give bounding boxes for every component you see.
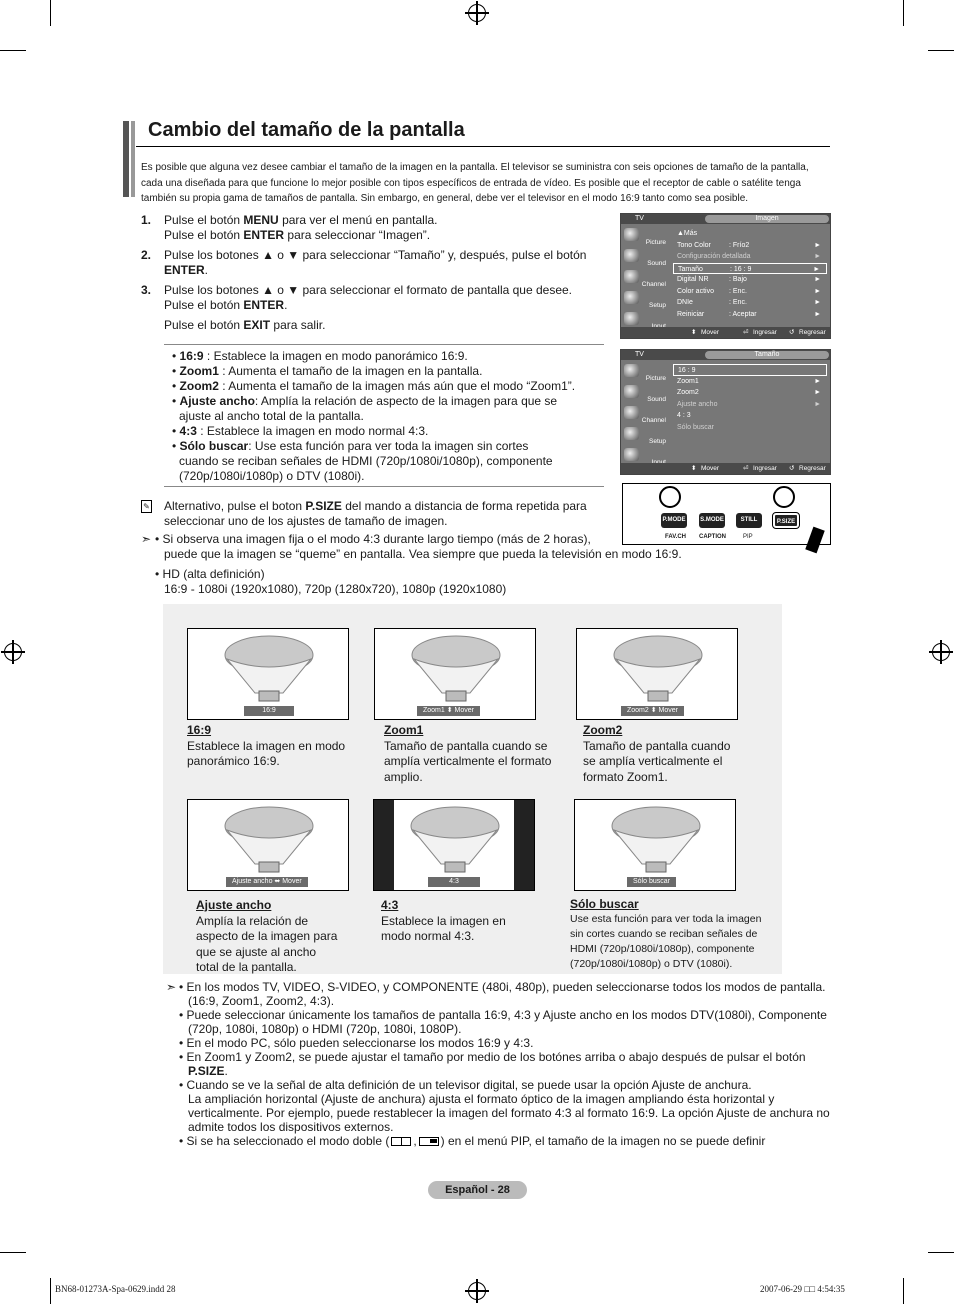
osd-side-setup[interactable]: Setup [621,289,668,310]
round-button-icon [773,486,795,508]
screen-ajuste-ancho: Ajuste ancho ⬌ Mover [187,799,349,891]
osd-row[interactable]: Configuración detallada ► [677,253,821,260]
crop-mark [50,0,51,26]
enter-icon: ⏎ [743,465,749,472]
osd-row[interactable]: Zoom2 ► [677,389,821,396]
page-title: Cambio del tamaño de la pantalla [148,119,465,141]
balloon-icon [610,806,702,878]
return-icon: ↺ [789,465,795,472]
osd-row[interactable]: Reiniciar : Aceptar ► [677,310,821,318]
balloon-icon [409,806,501,878]
osd-side-picture[interactable]: Picture [621,362,668,383]
pip-split-icon [391,1137,411,1146]
osd-side-sound[interactable]: Sound [621,247,668,268]
osd-side-picture[interactable]: Picture [621,226,668,247]
option-4-3: • 4:3 : Establece la imagen en modo normal 4:3. [172,424,429,438]
osd-row[interactable]: Digital NR : Bajo ► [677,276,821,283]
osd-row[interactable]: Color activo : Enc. ► [677,287,821,295]
balloon-icon [223,806,315,878]
osd-size-menu: TV Tamaño Picture Sound Channel Setup 16 : 9 Zoom1 ► Zoom2 ► Ajuste ancho ► 4 : 3 Sólo buscar ⬍ Mover ⏎ Ingresar ↺ Regresar [620,349,831,475]
bottom-notes: • En los modos TV, VIDEO, S-VIDEO, y COMPONENTE (480i, 480p), pueden seleccionarse todos los modos de pantalla. (16:9, Zoom1, Zoom2, 4:3). • Puede seleccionar únicamente los tamaños de pantalla 16:9, 4:3 y Ajuste ancho en los modos DTV(1080i), Componente (720p, 1080i, 1080p) o HDMI (720p, 1080i, 1080P). • En el modo PC, sólo pueden seleccionarse los modos 16:9 y 4:3. • En Zoom1 y Zoom2, se puede ajustar el tamaño por medio de los botónes arriba o abajo después de pulsar el botón P.SIZE. • Cuando se ve la señal de alta definición de un televisor digital, se puede usar la opción Ajuste de anchura. La ampliación horizontal (Ajuste de anchura) ajusta el formato óptico de la imagen ampliando ésta horizontal y verticalmente. Por ejemplo, puede restablecer la imagen del formato 4:3 al formato 16:9. La opción Ajuste de anchura no admite todos los dispositivos externos. • Si se ha seleccionado el modo doble ( , ) en el menú PIP, el tamaño de la imagen no se puede definir [179,980,830,1148]
move-icon: ⬍ [691,465,697,472]
caption-zoom1: Zoom1 Tamaño de pantalla cuando se amplía verticalmente el formato amplio. [384,723,552,784]
crop-mark [903,0,904,26]
sound-icon [624,385,639,398]
crop-mark [0,1252,26,1253]
crop-mark [928,1252,954,1253]
still-button[interactable]: STILL [736,513,762,528]
title-accent [123,121,129,197]
pmode-button[interactable]: P.MODE [661,513,687,528]
hd-note: • HD (alta definición) 16:9 - 1080i (1920x1080), 720p (1280x720), 1080p (1920x1080) [155,567,507,596]
osd-row[interactable]: Tono Color : Frío2 ► [677,241,821,249]
crop-mark [903,1278,904,1304]
setup-icon [624,291,639,304]
step-2: 2. Pulse los botones ▲ o ▼ para seleccionar “Tamaño” y, después, pulse el botón ENTER. [141,248,587,277]
return-icon: ↺ [789,329,795,336]
option-ajuste-ancho: • Ajuste ancho: Amplía la relación de aspecto de la imagen para que se ajuste al ancho total de la pantalla. [172,394,558,423]
screen-solo-buscar: Sólo buscar [574,799,736,891]
title-accent [131,121,135,197]
osd-row[interactable]: Ajuste ancho ► [677,400,821,408]
registration-mark-icon [468,1282,486,1300]
arrow-note-icon: ➣ [166,980,177,994]
option-zoom2: • Zoom2 : Aumenta el tamaño de la imagen más aún que el modo “Zoom1”. [172,379,576,393]
crop-mark [0,50,26,51]
burn-in-note: • Si observa una imagen fija o el modo 4:3 durante largo tiempo (más de 2 horas), puede que la imagen se “queme” en pantalla. Vea siempre que pueda la televisión en modo 16:9. [155,532,682,561]
osd-row[interactable]: ▲Más [677,230,698,237]
screen-16-9: 16:9 [187,628,349,720]
note-icon: ✎ [141,500,152,513]
caption-solo-buscar: Sólo buscar Use esta función para ver toda la imagen sin cortes cuando se reciban señales de HDMI (720p/1080i/1080p), componente (720p/1080i/1080p) o DTV (1080i). [570,897,762,970]
osd-side-channel[interactable]: Channel [621,268,668,289]
osd-side-channel[interactable]: Channel [621,404,668,425]
balloon-icon [410,635,502,707]
balloon-icon [223,635,315,707]
option-16-9: • 16:9 : Establece la imagen en modo panorámico 16:9. [172,349,468,363]
registration-mark-icon [4,643,22,661]
osd-row-selected[interactable]: Tamaño : 16 : 9 ► [673,263,827,275]
caption-zoom2: Zoom2 Tamaño de pantalla cuando se amplía verticalmente el formato Zoom1. [583,723,731,784]
return-button-icon [659,486,681,508]
channel-icon [624,270,639,283]
psize-note: Alternativo, pulse el boton P.SIZE del mando a distancia de forma repetida para seleccionar uno de los ajustes de tamaño de imagen. [164,499,587,528]
crop-mark [928,50,954,51]
caption-4-3: 4:3 Establece la imagen en modo normal 4:3. [381,898,506,943]
exit-instruction: Pulse el botón EXIT para salir. [164,318,326,332]
page-number: Español - 28 [428,1181,527,1199]
smode-button[interactable]: S.MODE [699,513,725,528]
option-solo-buscar: • Sólo buscar: Use esta función para ver toda la imagen sin cortes cuando se reciban señales de HDMI (720p/1080i/1080p), componente (720p/1080i/1080p) o DTV (1080i). [172,439,553,483]
channel-icon [624,406,639,419]
registration-mark-icon [932,643,950,661]
crop-mark [50,1278,51,1304]
input-icon [624,312,639,325]
caption-ajuste-ancho: Ajuste ancho Amplía la relación de aspecto de la imagen para que se ajuste al ancho total de la pantalla. [196,898,338,974]
osd-row[interactable]: Sólo buscar [677,423,714,431]
footer-file: BN68-01273A-Spa-0629.indd 28 [55,1284,176,1294]
osd-row[interactable]: 4 : 3 [677,412,691,419]
step-3: 3. Pulse los botones ▲ o ▼ para seleccionar el formato de pantalla que desee. Pulse el botón ENTER. [141,283,572,312]
registration-mark-icon [468,4,486,22]
intro-paragraph: Es posible que alguna vez desee cambiar el tamaño de la imagen en la pantalla. El televisor se suministra con seis opciones de tamaño de la pantalla, cada una diseñada para que funcione lo mejor posible con tipos específicos de entrada de vídeo. Es posible que el receptor de cable o satélite tenga también su propia gama de tamaños de pantalla. Sin embargo, en general, debe ver el televisor en el modo 16:9 tanto como sea posible. [141,162,809,204]
setup-icon [624,427,639,440]
footer-timestamp: 2007-06-29 □□ 4:54:35 [760,1284,845,1294]
size-options-list [164,344,604,487]
pip-inset-icon [419,1137,439,1146]
sound-icon [624,249,639,262]
option-zoom1: • Zoom1 : Aumenta el tamaño de la imagen en la pantalla. [172,364,483,378]
title-rule [136,146,830,147]
picture-icon [624,228,639,241]
move-icon: ⬍ [691,329,697,336]
step-1: 1. Pulse el botón MENU para ver el menú en pantalla. Pulse el botón ENTER para seleccionar “Imagen”. [141,213,438,242]
screen-zoom2: Zoom2 ⬍ Mover [576,628,738,720]
osd-tab-tamano: Tamaño [705,351,829,359]
osd-picture-menu: TV Imagen Picture Sound Channel Setup ▲Más Tono Color : Frío2 ► Configuración detallada ► Tamaño : 16 : 9 ► Digital NR : Bajo ► Color activo : Enc. ► DNIe : Enc. ► Reiniciar : Aceptar ► ⬍ Mover ⏎ Ingresar ↺ Regresar [620,213,831,339]
balloon-icon [612,635,704,707]
osd-side-setup[interactable]: Setup [621,425,668,446]
osd-row-selected[interactable]: 16 : 9 [673,364,827,376]
remote-illustration: P.MODE S.MODE STILL P.SIZE FAV.CH CAPTION PIP [622,483,831,545]
input-icon [624,448,639,461]
psize-button[interactable]: P.SIZE [773,513,799,528]
enter-icon: ⏎ [743,329,749,336]
caption-16-9: 16:9 Establece la imagen en modo panorámico 16:9. [187,723,346,768]
picture-icon [624,364,639,377]
pointer-hand-icon [805,527,824,554]
screen-4-3: 4:3 [373,799,535,891]
osd-tab-imagen: Imagen [705,215,829,223]
osd-row[interactable]: DNIe : Enc. ► [677,299,821,306]
screen-zoom1: Zoom1 ⬍ Mover [374,628,536,720]
arrow-note-icon: ➣ [141,532,152,546]
osd-row[interactable]: Zoom1 ► [677,377,821,385]
osd-side-sound[interactable]: Sound [621,383,668,404]
